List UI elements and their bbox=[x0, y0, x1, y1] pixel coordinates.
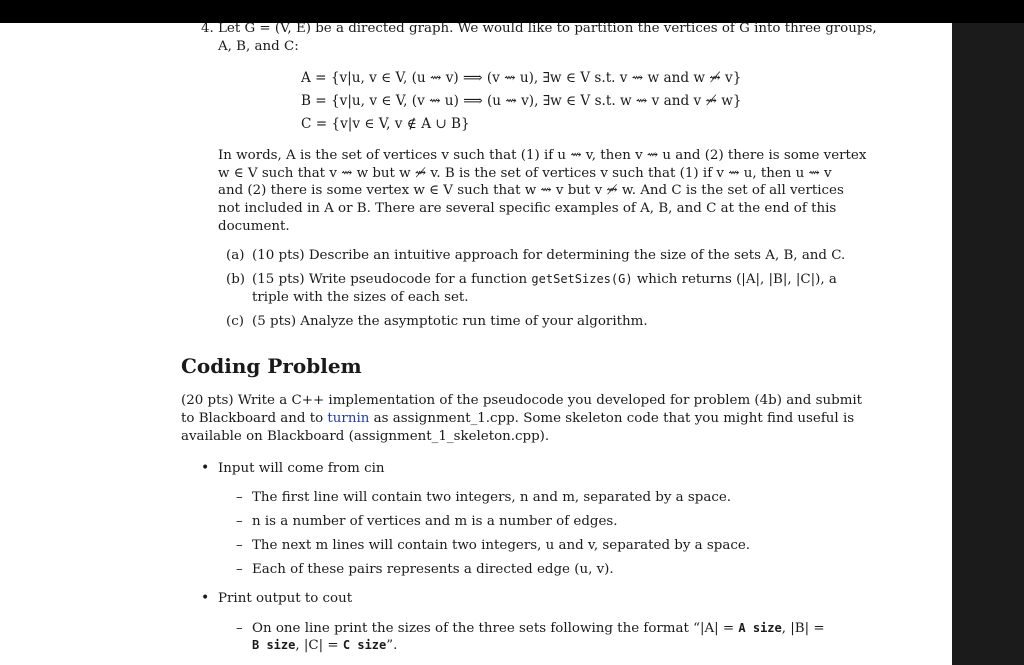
coding-intro-line2-after: as assignment_1.cpp. Some skeleton code that you might find useful is bbox=[373, 411, 855, 426]
format-c-size: C size bbox=[342, 638, 387, 652]
format-mid-b: , |B| = bbox=[781, 621, 825, 636]
bullet1-dash-3: – bbox=[236, 538, 243, 553]
coding-intro-line2-before: to Blackboard and to bbox=[181, 411, 324, 426]
part-b-label: (b) bbox=[226, 272, 246, 287]
words-line-5: document. bbox=[218, 219, 290, 234]
bullet1-item-2: n is a number of vertices and m is a number of edges. bbox=[252, 514, 618, 529]
part-c-label: (c) bbox=[226, 314, 244, 329]
problem-4-number: 4. bbox=[201, 23, 214, 36]
equation-set-c: C = {v|v ∈ V, v ∉ A ∪ B} bbox=[301, 116, 470, 132]
bullet-dot-1: • bbox=[201, 460, 210, 476]
words-line-1: In words, A is the set of vertices v such that (1) if u ⇝ v, then v ⇝ u and (2) there is some vertex bbox=[218, 148, 867, 163]
problem-4-intro-line2: A, B, and C: bbox=[218, 39, 299, 54]
words-line-4: not included in A or B. There are several specific examples of A, B, and C at the end of this bbox=[218, 201, 837, 216]
coding-intro-line3: available on Blackboard (assignment_1_skeleton.cpp). bbox=[181, 429, 550, 444]
equation-set-a: A = {v|u, v ∈ V, (u ⇝ v) ⟹ (v ⇝ u), ∃w ∈ V s.t. v ⇝ w and w ⇝̸ v} bbox=[301, 70, 742, 86]
part-b-function-name: getSetSizes(G) bbox=[531, 272, 633, 286]
part-b-line1 bbox=[252, 271, 837, 289]
document-page bbox=[152, 23, 952, 665]
bullet2-dash-1: – bbox=[236, 621, 243, 636]
part-b-text-after: which returns (|A|, |B|, |C|), a bbox=[636, 272, 837, 287]
bullet1-item-4: Each of these pairs represents a directed edge (u, v). bbox=[252, 562, 614, 577]
words-line-3: and (2) there is some vertex w ∈ V such that w ⇝ v but v ⇝̸ w. And C is the set of all vertices bbox=[218, 183, 844, 198]
problem-4-intro-line1: Let G = (V, E) be a directed graph. We would like to partition the vertices of G into three groups, bbox=[218, 23, 877, 36]
bullet-output-heading: Print output to cout bbox=[218, 591, 353, 606]
words-line-2: w ∈ V such that v ⇝ w but w ⇝̸ v. B is the set of vertices v such that (1) if v ⇝ u, then u ⇝ v bbox=[218, 166, 832, 181]
format-b-size: B size bbox=[252, 638, 296, 652]
viewer-right-background bbox=[952, 23, 1024, 665]
bullet2-item-line2 bbox=[252, 637, 397, 655]
coding-intro-line2 bbox=[181, 410, 854, 428]
format-mid-c: , |C| = bbox=[295, 638, 339, 653]
bullet1-dash-1: – bbox=[236, 490, 243, 505]
bullet1-item-3: The next m lines will contain two integers, u and v, separated by a space. bbox=[252, 538, 751, 553]
bullet2-item-line1 bbox=[252, 620, 825, 638]
part-a-label: (a) bbox=[226, 248, 245, 263]
format-end: ”. bbox=[386, 638, 398, 653]
bullet-input-heading: Input will come from cin bbox=[218, 461, 385, 476]
part-a-text: (10 pts) Describe an intuitive approach for determining the size of the sets A, B, and C. bbox=[252, 248, 846, 263]
bullet-dot-2: • bbox=[201, 590, 210, 606]
part-b-line2: triple with the sizes of each set. bbox=[252, 290, 469, 305]
bullet1-dash-2: – bbox=[236, 514, 243, 529]
page-left-margin bbox=[0, 23, 152, 665]
bullet1-item-1: The first line will contain two integers, n and m, separated by a space. bbox=[252, 490, 732, 505]
bullet1-dash-4: – bbox=[236, 562, 243, 577]
part-b-text-before: (15 pts) Write pseudocode for a function bbox=[252, 272, 528, 287]
viewer-top-bar bbox=[0, 0, 1024, 23]
equation-set-b: B = {v|u, v ∈ V, (v ⇝ u) ⟹ (u ⇝ v), ∃w ∈ V s.t. w ⇝ v and v ⇝̸ w} bbox=[301, 93, 742, 109]
coding-intro-line1: (20 pts) Write a C++ implementation of the pseudocode you developed for problem (4b) and submit bbox=[181, 393, 863, 408]
bullet2-item-before: On one line print the sizes of the three sets following the format “|A| = bbox=[252, 621, 735, 636]
format-a-size: A size bbox=[738, 621, 782, 635]
coding-problem-heading: Coding Problem bbox=[181, 354, 362, 378]
turnin-link[interactable]: turnin bbox=[327, 411, 370, 426]
part-c-text: (5 pts) Analyze the asymptotic run time of your algorithm. bbox=[252, 314, 648, 329]
